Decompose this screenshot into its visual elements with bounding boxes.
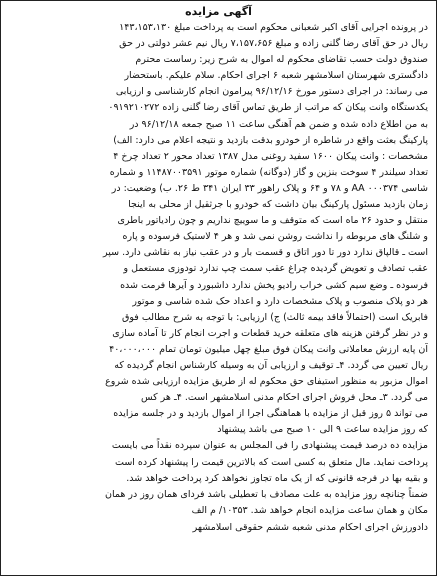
notice-line: صندوق دولت حسب تقاضای محکوم له اموال به شرح زیر: رساست محترم bbox=[135, 54, 428, 66]
notice-line: شاسی ۰۰۰۳۷۴ AA و ۷۸ و ۶۴ و پلاک راهور ۳۳ ایران ۳۴۱ ط ۲۶. ب) وضعیت: در bbox=[111, 182, 428, 194]
notice-title: آگهی مزایده bbox=[185, 5, 252, 18]
notice-line: منتقل و حدود ۲۶ ماه است که متوقف و ما سوییچ نداریم و چون رادیاتور باطری bbox=[117, 215, 428, 227]
notice-line: فابریک است (احتمالاً فاقد بیمه ثالث) ج) ارزیابی: با توجه به شرح مطالب فوق bbox=[122, 311, 428, 323]
notice-line: عقب تصادف و تعویض گردیده چراغ عقب سمت چپ ندارد تودوزی مستعمل و bbox=[123, 263, 428, 275]
notice-line: مکان و همان ساعت مزایده انجام خواهد شد. ۱۰۳۵۳/ م الف bbox=[191, 504, 428, 516]
notice-line: است ـ قالپاق ندارد دور تا دور اتاق و قسمت بار و در عقب نیاز به نقاشی دارد. سپر bbox=[102, 247, 428, 259]
notice-line: می گردد. ۳ـ محل فروش اجرای احکام مدنی اسلامشهر است. ۴ـ هر کس bbox=[141, 392, 428, 404]
notice-line: ضمناً چنانچه روز مزایده به علت مصادف با تعطیلی باشد فردای همان روز در همان bbox=[104, 488, 428, 500]
notice-line: دادگستری شهرستان اسلامشهر شعبه ۶ اجرای احکام. سلام علیکم. باستحضار bbox=[124, 70, 428, 82]
notice-line: که روز مزایده ساعت ۹ الی ۱۰ صبح می باشد پیشنهاد bbox=[217, 424, 428, 436]
notice-line: زمان بازدید مسئول پارکینگ بیان داشت که خودرو با جرثقیل از محلی به اینجا bbox=[128, 199, 428, 211]
notice-line: مشخصات : وانت پیکان ۱۶۰۰ سفید روغنی مدل ۱۳۸۷ تعداد محور ۲ تعداد چرخ ۴ bbox=[113, 150, 428, 162]
notice-line: به من اطلاع داده شده و ضمن هم آهنگی ساعت ۱۱ صبح جمعه ۹۶/۱۲/۱۸ در bbox=[129, 118, 428, 130]
notice-line: در پرونده اجرایی آقای اکبر شعبانی محکوم است به پرداخت مبلغ ۱۴۳،۱۵۳،۱۳۰ bbox=[119, 22, 428, 33]
notice-line: پرداخت نماید. مال متعلق به کسی است که بالاترین قیمت را پیشنهاد کرده است bbox=[114, 456, 428, 468]
notice-line: و در نظر گرفتن هزینه های متعلقه خرید قطعات و اجرت انجام کار تا آماده سازی bbox=[112, 327, 428, 339]
notice-line: آن پایه ارزش معاملاتی وانت پیکان فوق مبلغ چهل میلیون تومان تمام ۴۰،۰۰۰،۰۰۰ bbox=[109, 343, 428, 355]
notice-line: ریال تعیین می گردد. ۴ـ توقیف و ارزیابی آن به وسیله کارشناس انجام گردیده که bbox=[114, 359, 428, 371]
notice-line: می تواند ۵ روز قبل از مزایده با هماهنگی اجرا از اموال بازدید و در جلسه مزایده bbox=[113, 408, 428, 420]
notice-signature: دادورزش اجرای احکام مدنی شعبه ششم حقوقی اسلامشهر bbox=[192, 521, 428, 533]
notice-line: ریال در حق آقای رضا گلنی زاده و مبلغ ۷،۱۵۷،۶۵۶ ریال نیم عشر دولتی در حق bbox=[119, 38, 428, 50]
notice-line: هر دو پلاک منصوب و پلاک مشخصات دارد و اعداد حک شده شاسی و موتور bbox=[132, 295, 428, 307]
notice-line: می رساند: در اجرای دستور مورخ ۹۶/۱۲/۱۶ پیرامون انجام کارشناسی و ارزیابی bbox=[115, 86, 428, 98]
notice-line: یکدستگاه وانت پیکان که مراتب از طریق تماس آقای رضا گلنی زاده ۰۹۱۹۲۱۰۲۷۲ bbox=[108, 102, 428, 114]
notice-line: فرسوده ـ وضع سیم کشی خراب رادیو پخش ندارد داشبورد و آیرها فرمت شده bbox=[120, 279, 428, 291]
notice-line: اموال مزبور به منظور استیفای حق محکوم له از طریق مزایده ارزیابی شده شروع bbox=[105, 376, 428, 388]
notice-body bbox=[9, 20, 428, 519]
notice-line: و شلنگ های مربوطه را نداشت روشن نمی شد و هر ۴ لاستیک فرسوده و پاره bbox=[122, 231, 428, 243]
notice-line: تعداد سیلندر ۴ سوخت بنزین و گاز (دوگانه) شماره موتور ۱۱۴۸۷۰۰۳۵۹۱ و شماره bbox=[109, 166, 428, 178]
notice-line: پارکینگ بعثت واقع در شاطره از خودرو بدقت بازدید و نتیجه اعلام می دارد: الف) bbox=[113, 134, 428, 146]
notice-line: و بقیه بها در فرجه قانونی که از یک ماه تجاوز نخواهد کرد پرداخت خواهد شد. bbox=[126, 472, 428, 484]
notice-line: مزایده ده درصد قیمت پیشنهادی را فی المجلس به عنوان سپرده نقداً می بایست bbox=[111, 440, 428, 452]
